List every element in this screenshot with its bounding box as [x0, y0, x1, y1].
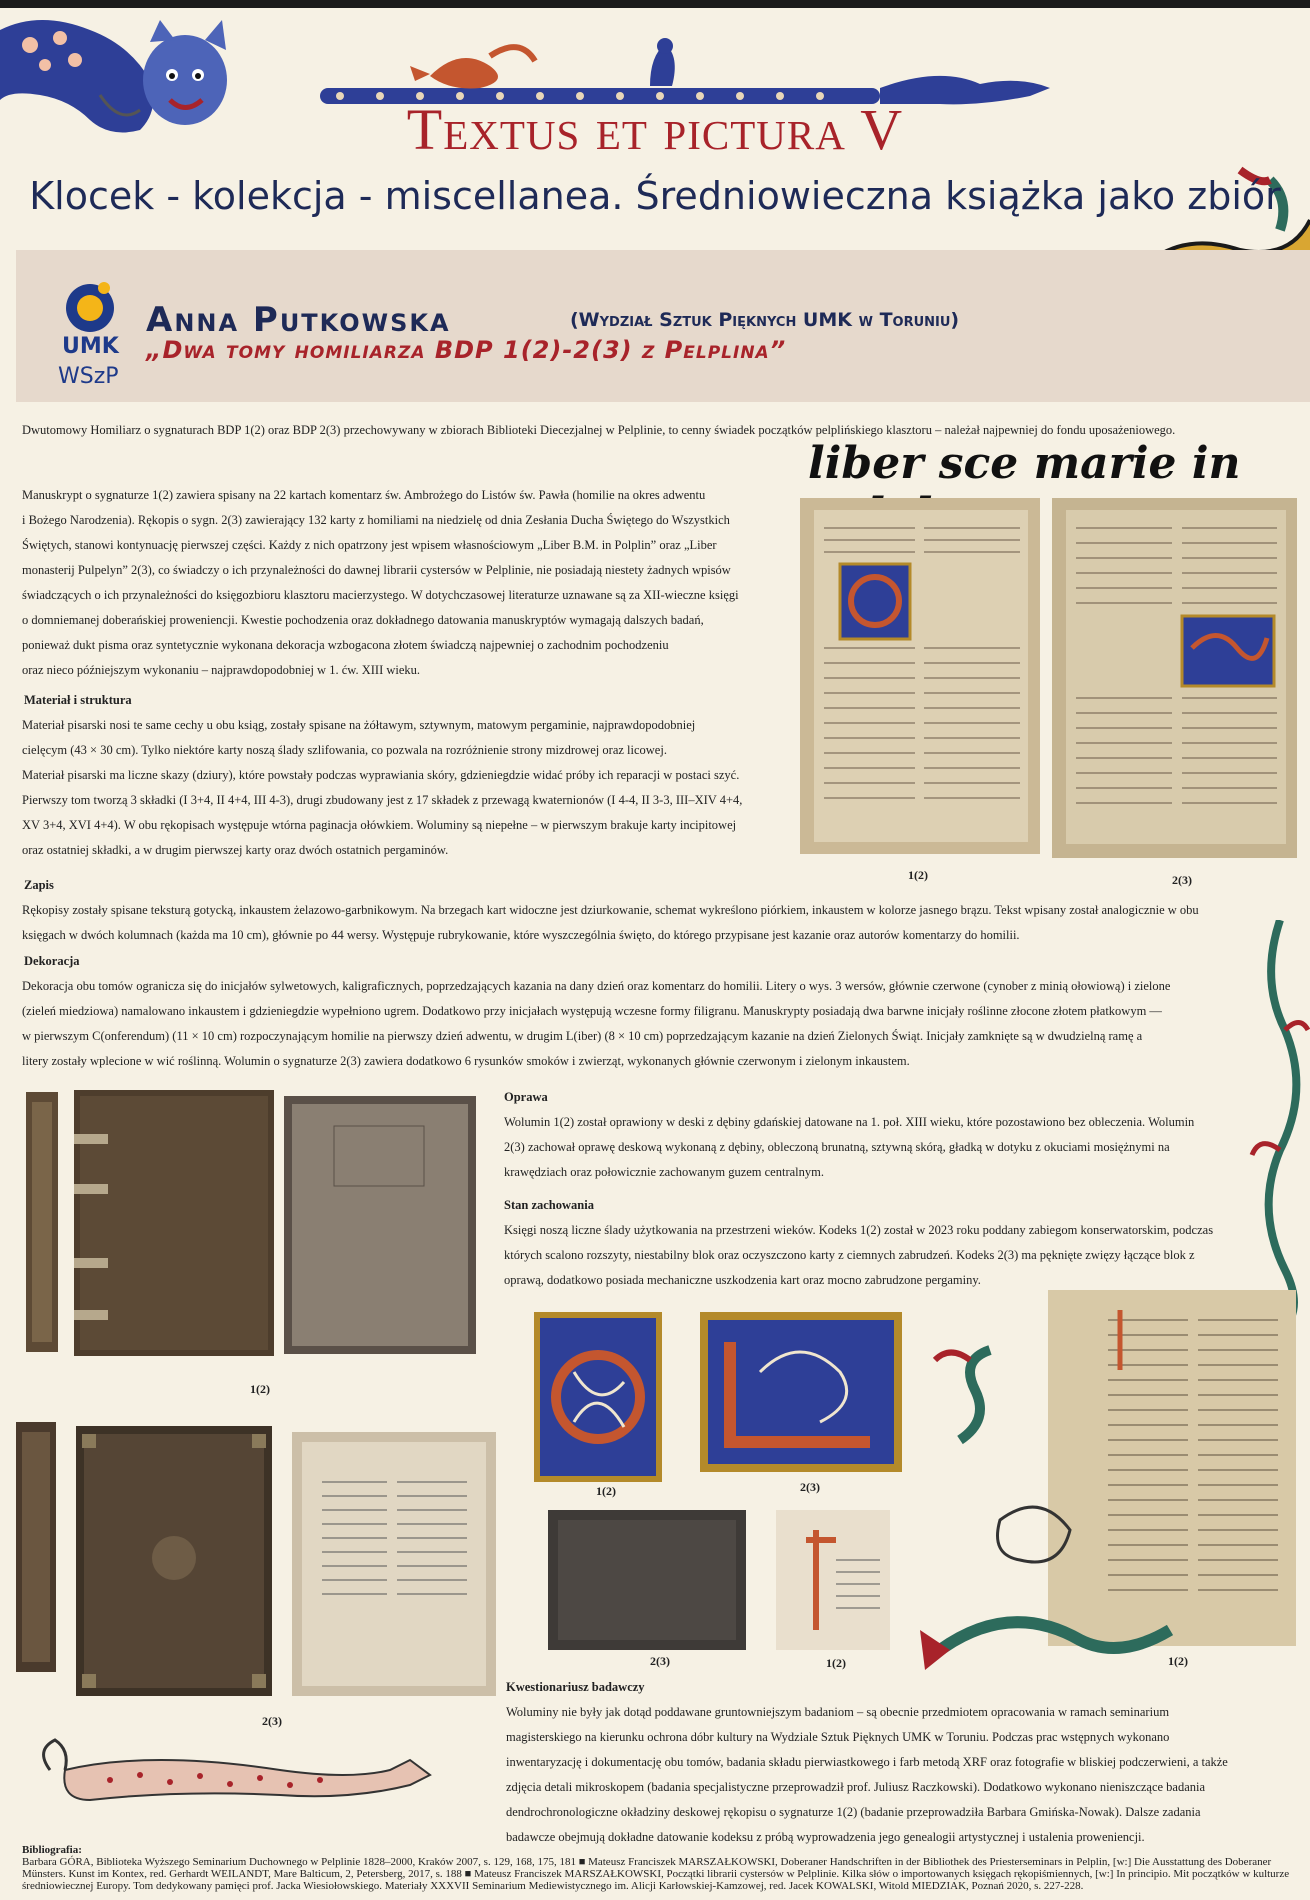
- caption-detail-2: 1(2): [826, 1656, 846, 1670]
- oprawa-line: Wolumin 1(2) został oprawiony w deski z dębiny gdańskiej datowane na 1. poł. XIII wieku, które pozostawiono bez obleczenia. Wolumin: [504, 1115, 1195, 1129]
- manuscript-page-photo-1: [800, 498, 1040, 854]
- dekoracja-line: w pierwszym C(onferendum) (11 × 10 cm) rozpoczynającym homilie na pierwszy dzień adwentu, w drugim L(iber) (8 × 10 cm) poprzedzającym kazanie na dzień Zielonych Świąt. Inicjały zamknięte są w dwudzielną ramę a: [22, 1029, 1143, 1043]
- kwestionariusz-line: inwentaryzację i dokumentację obu tomów, badania składu pierwiastkowego i farb metodą XRF oraz fotografie w bliskiej podczerwieni, a także: [506, 1755, 1228, 1769]
- zapis-line: księgach w dwóch kolumnach (każda ma 10 cm), głównie po 44 wersy. Występuje rubrykowanie, które wyszczególnia święto, do którego przypisane jest kazanie oraz autorów komentarzy do homilii.: [22, 928, 1020, 942]
- manuscript-line: i Bożego Narodzenia). Rękopis o sygn. 2(3) zawierający 132 karty z homiliami na niedzielę od dnia Zesłania Ducha Świętego do Wszystkich: [22, 513, 730, 527]
- binding-board-photo-1: [74, 1090, 274, 1356]
- intro-text: Dwutomowy Homiliarz o sygnaturach BDP 1(2) oraz BDP 2(3) przechowywany w zbiorach Biblioteki Diecezjalnej w Pelplinie, to cenny świadek początków pelplińskiego klasztoru – należał najpewniej do fondu uposażeniowego.: [22, 423, 1176, 437]
- dekoracja-block: [22, 974, 1302, 1074]
- conference-title: Textus et pictura V: [406, 97, 904, 162]
- author-affiliation: (Wydział Sztuk Pięknych UMK w Toruniu): [570, 309, 960, 331]
- caption-pages-2: 2(3): [1172, 873, 1192, 887]
- caption-binding-1: 1(2): [250, 1382, 270, 1396]
- kwestionariusz-heading: Kwestionariusz badawczy: [506, 1680, 645, 1694]
- dekoracja-heading: Dekoracja: [24, 954, 80, 968]
- ownership-inscription: liber sce marie in: [808, 438, 1241, 489]
- binding-spine-photo-1: [26, 1092, 58, 1352]
- initial-c-photo: [534, 1312, 662, 1482]
- logo-wszp-text: WSzP: [58, 364, 119, 389]
- green-dragon-drawing: [880, 1330, 1180, 1700]
- stan-line: których scalono rozszyty, niestabilny blok oraz oczyszczono karty z ciemnych zabrudzeń. Kodeks 2(3) ma pęknięte zwięzy łączące blok z: [504, 1248, 1195, 1262]
- logo-umk-text: UMK: [62, 334, 119, 359]
- manuscript-line: Manuskrypt o sygnaturze 1(2) zawiera spisany na 22 kartach komentarz św. Ambrożego do Listów św. Pawła (homilie na okres adwentu: [22, 488, 706, 502]
- oprawa-heading: Oprawa: [504, 1090, 548, 1104]
- manuscript-line: monasterij Pulpelyn” 2(3), co świadczy o ich przynależności do dawnej librarii cystersów w Pelplinie, nie posiadają niestety żadnych wpisów: [22, 563, 731, 577]
- binding-inside-photo-1: [284, 1096, 476, 1354]
- kwestionariusz-line: badawcze obejmują dokładne datowanie kodeksu z próbą wyprowadzenia jego genealogii artystycznej i ustalenia proweniencji.: [506, 1830, 1145, 1844]
- manuscript-line: ponieważ dukt pisma oraz syntetycznie wykonana dekoracja wzbogacona złotem świadczą najpewniej o zachodnim pochodzeniu: [22, 638, 669, 652]
- detail-photo-rubric: [776, 1510, 890, 1650]
- kwestionariusz-line: Woluminy nie były jak dotąd poddawane gruntowniejszym badaniom – są obecnie przedmiotem opracowania w ramach seminarium: [506, 1705, 1170, 1719]
- manuscript-page-photo-2: [1052, 498, 1297, 858]
- manuscript-line: oraz nieco późniejszym wykonaniu – najprawdopodobniej w 1. ćw. XIII wieku.: [22, 663, 421, 677]
- kwestionariusz-line: dendrochronologiczne okładziny deskowej rękopisu o sygnaturze 1(2) (badanie przeprowadziła Barbara Gmińska-Nowak). Dalsze zadania: [506, 1805, 1201, 1819]
- material-line: Materiał pisarski nosi te same cechy u obu ksiąg, zostały spisane na żółtawym, sztywnym, matowym pergaminie, najprawdopodobniej: [22, 718, 696, 732]
- manuscript-line: świadczących o ich przynależności do księgozbioru klasztoru macierzystego. W dotychczasowej literaturze uznawane są za XII-wieczne księgi: [22, 588, 739, 602]
- caption-detail-1: 2(3): [650, 1654, 670, 1668]
- binding-inside-photo-2: [292, 1432, 496, 1696]
- manuscript-line: Świętych, stanowi kontynuację pierwszej części. Każdy z nich opatrzony jest wpisem własnościowym „Liber B.M. in Polplin” oraz „Liber: [22, 538, 717, 552]
- stan-heading: Stan zachowania: [504, 1198, 594, 1212]
- umk-logo-icon: [62, 276, 122, 336]
- kwestionariusz-block: [506, 1700, 1296, 1850]
- kwestionariusz-line: magisterskiego na kierunku ochrona dóbr kultury na Wydziale Sztuk Pięknych UMK w Toruniu. Podczas prac wstępnych wykonano: [506, 1730, 1170, 1744]
- binding-board-photo-2: [76, 1426, 272, 1696]
- caption-binding-2: 2(3): [262, 1714, 282, 1728]
- kwestionariusz-line: zdjęcia detali mikroskopem (badania specjalistyczne przeprowadził prof. Juliusz Raczkowski). Dodatkowo wykonano nieniszczące badania: [506, 1780, 1206, 1794]
- zapis-block: [22, 898, 1302, 948]
- material-block: [22, 713, 802, 863]
- dekoracja-line: (zieleń miedziowa) namalowano inkaustem i gdzieniegdzie wypełniono ugrem. Dodatkowo przy inicjałach występują wczesne formy filigranu. Manuskrypty posiadają dwa barwne inicjały roślinne złocone złotem płatkowym —: [22, 1004, 1162, 1018]
- stan-block: [504, 1218, 1294, 1293]
- zapis-heading: Zapis: [24, 878, 54, 892]
- bibliography-heading: Bibliografia:: [22, 1844, 82, 1856]
- initial-l-photo: [700, 1312, 902, 1472]
- material-line: oraz ostatniej składki, a w drugim pierwszej karty oraz dwóch ostatnich pergaminów.: [22, 843, 449, 857]
- caption-pages-1: 1(2): [908, 868, 928, 882]
- material-line: Pierwszy tom tworzą 3 składki (I 3+4, II 4+4, III 4-3), drugi zbudowany jest z 17 składek z przewagą kwaternionów (I 4-4, II 3-3, III–XIV 4+4,: [22, 793, 743, 807]
- material-line: XV 3+4, XVI 4+4). W obu rękopisach występuje wtórna paginacja ołówkiem. Woluminy są niepełne – w pierwszym brakuje karty incipitowej: [22, 818, 737, 832]
- author-name: Anna Putkowska: [146, 300, 451, 340]
- oprawa-line: krawędziach oraz połowicznie zachowanym guzem centralnym.: [504, 1165, 824, 1179]
- zapis-line: Rękopisy zostały spisane teksturą gotycką, inkaustem żelazowo-garbnikowym. Na brzegach kart widoczne jest dziurkowanie, schemat wykreślono piórkiem, inkaustem w kolorze jasnego brązu. Tekst wpisany został analogicznie w obu: [22, 903, 1199, 917]
- binding-spine-photo-2: [16, 1422, 56, 1672]
- manuscript-line: o domniemanej doberańskiej proweniencji. Kwestie pochodzenia oraz dokładnego datowania manuskryptów wymagają dalszych badań,: [22, 613, 704, 627]
- stan-line: Księgi noszą liczne ślady użytkowania na przestrzeni wieków. Kodeks 1(2) został w 2023 roku poddany zabiegom konserwatorskim, podczas: [504, 1223, 1214, 1237]
- material-line: cielęcym (43 × 30 cm). Tylko niektóre karty noszą ślady szlifowania, co pozwala na rozróżnienie strony mizdrowej oraz licowej.: [22, 743, 667, 757]
- oprawa-block: [504, 1110, 1294, 1185]
- stan-line: oprawą, dodatkowo posiada mechaniczne uszkodzenia kart oraz mocno zabrudzone pergaminy.: [504, 1273, 981, 1287]
- conference-subtitle: Klocek - kolekcja - miscellanea. Średniowieczna książka jako zbiór: [29, 174, 1281, 218]
- bibliography: [22, 1844, 1292, 1892]
- dekoracja-line: Dekoracja obu tomów ogranicza się do inicjałów sylwetowych, kaligraficznych, poprzedzających kazania na dany dzień oraz komentarz do homilii. Litery o wys. 3 wersów, głównie czerwone (cynober z minią ołowiową) i zielone: [22, 979, 1171, 993]
- spotted-beast-drawing: [30, 1730, 450, 1820]
- detail-photo-dark: [548, 1510, 746, 1650]
- talk-title: „Dwa tomy homiliarza BDP 1(2)-2(3) z Pelplina”: [146, 336, 787, 364]
- caption-initial-1: 1(2): [596, 1484, 616, 1498]
- material-heading: Materiał i struktura: [24, 693, 132, 707]
- bibliography-text: Barbara GÓRA, Biblioteka Wyższego Seminarium Duchownego w Pelplinie 1828–2000, Kraków 2007, s. 129, 168, 175, 181 ■ Mateusz Franciszek MARSZAŁKOWSKI, Doberaner Handschriften in der Bibliothek des Priesterseminars in Pelplin, [w:] Die Ausstattung des Doberaner Münsters. Kunst im Kontex, red. Gerhardt WEILANDT, Mare Balticum, 2, Petersberg, 2017, s. 188 ■ Mateusz Franciszek MARSZAŁKOWSKI, Początki librarii cystersów w Pelplinie. Kilka słów o importowanych księgach rękopiśmiennych, [w:] In principio. Mit początków w kulturze średniowiecznej Europy. Tom dedykowany pamięci prof. Jacka Wiesiołowskiego. Materiały XXXVII Seminarium Mediewistycznego im. Alicji Karłowskiej-Kamzowej, red. Jacek KOWALSKI, Witold MIEDZIAK, Poznań 2020, s. 227-228.: [22, 1856, 1290, 1892]
- oprawa-line: 2(3) zachował oprawę deskową wykonaną z dębiny, obleczoną brunatną, sztywną skórą, gładką w dotyku z okuciami mosiężnymi na: [504, 1140, 1170, 1154]
- manuscript-block: [22, 483, 802, 683]
- dekoracja-line: litery zostały wplecione w wić roślinną. Wolumin o sygnaturze 2(3) zawiera dodatkowo 6 rysunków smoków i zwierząt, wykonanych głównie czerwonym i zielonym inkaustem.: [22, 1054, 910, 1068]
- material-line: Materiał pisarski ma liczne skazy (dziury), które powstały podczas wyprawiania skóry, gdzieniegdzie widać próby ich reparacji w postaci szyć.: [22, 768, 740, 782]
- caption-folio: 1(2): [1168, 1654, 1188, 1668]
- caption-initial-2: 2(3): [800, 1480, 820, 1494]
